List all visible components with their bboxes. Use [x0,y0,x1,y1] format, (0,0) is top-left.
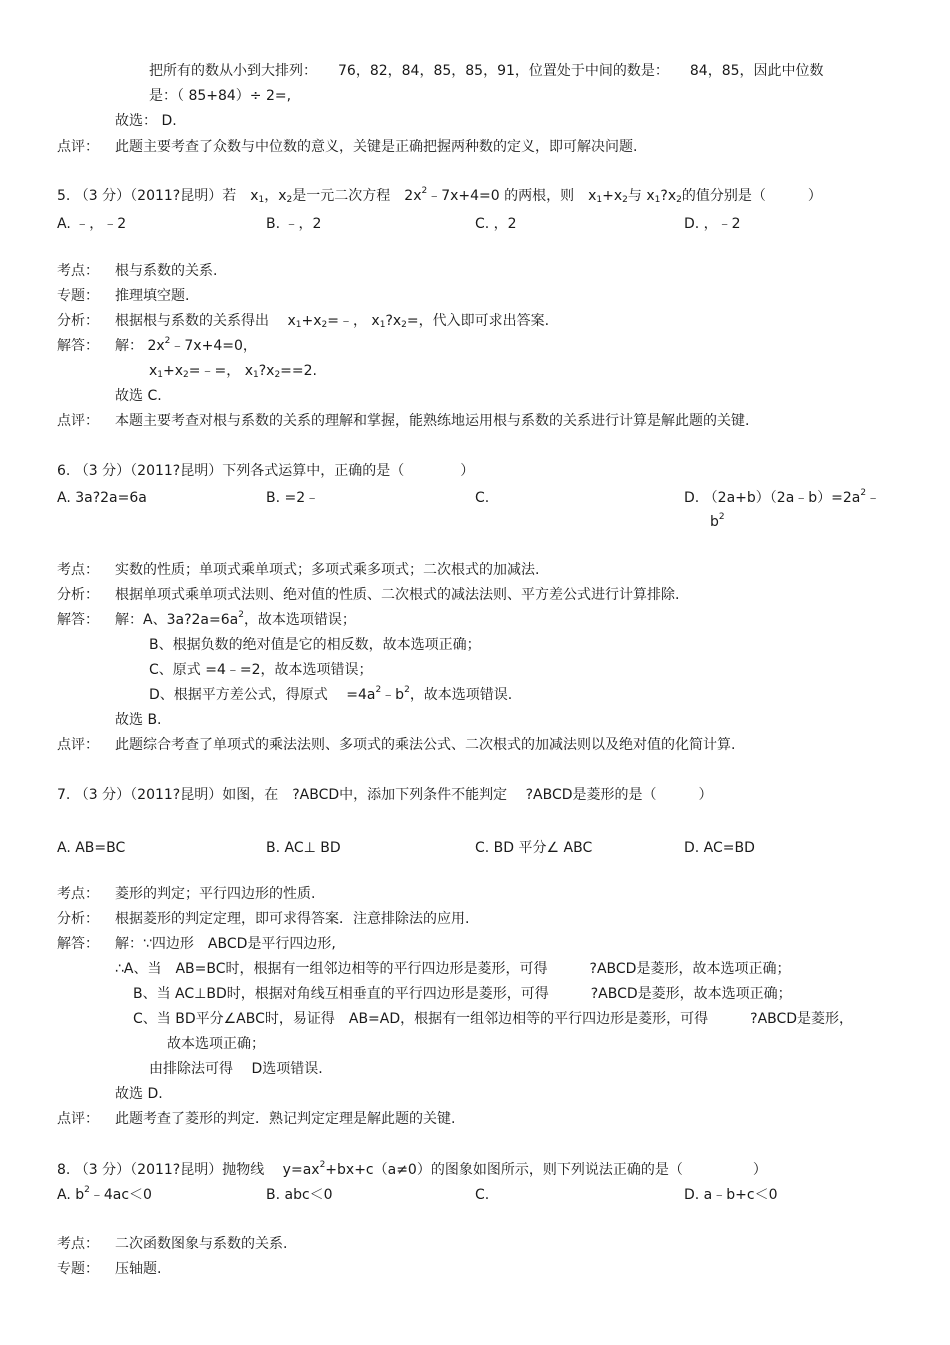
q7-dianping-label: 点评： [57,1111,99,1127]
q4-median-line: 是：（ 85+84）÷ 2=, [149,88,292,104]
q7-jie-a: ∴A、当 AB=BC时，根据有一组邻边相等的平行四边形是菱形，可得 ?ABCD是菱形，故本选项正确； [115,961,791,977]
q8-option-d: D. a﹣b+c＜0 [684,1187,778,1203]
q6-option-c: C. [475,490,490,506]
q6-jieda-label: 解答： [57,612,99,628]
q6-kaodian: 实数的性质；单项式乘单项式；多项式乘多项式；二次根式的加减法. [115,562,540,578]
q6-answer: 故选 B. [115,712,162,728]
q5-dianping: 本题主要考查对根与系数的关系的理解和掌握，能熟练地运用根与系数的关系进行计算是解此题的关键. [115,413,750,429]
q6-kaodian-label: 考点： [57,562,99,578]
q6-jie-b: B、根据负数的绝对值是它的相反数，故本选项正确； [149,637,481,653]
q5-fenxi-label: 分析： [57,313,99,329]
q4-answer: 故选： D. [115,113,177,129]
q7-jie-intro: 解：∵四边形 ABCD是平行四边形, [115,936,336,952]
q5-kaodian-label: 考点： [57,263,99,279]
q4-comment: 此题主要考查了众数与中位数的意义，关键是正确把握两种数的定义，即可解决问题. [115,139,638,155]
q6-jie-d: D、根据平方差公式，得原式 $=4a^2﹣b^2$，故本选项错误. [149,685,513,703]
q8-zhuanti: 压轴题. [115,1261,162,1277]
q8-kaodian: 二次函数图象与系数的关系. [115,1236,288,1252]
q5-option-a: A. ﹣，﹣2 [57,216,127,232]
q5-jieda-label: 解答： [57,338,99,354]
q6-dianping-label: 点评： [57,737,99,753]
q6-option-b: B. =2﹣ [266,490,320,506]
q6-jie-c: C、原式 =4﹣=2，故本选项错误； [149,662,373,678]
q7-kaodian-label: 考点： [57,886,99,902]
q5-dianping-label: 点评： [57,413,99,429]
q5-zhuanti: 推理填空题. [115,288,190,304]
q5-option-d: D. ，﹣2 [684,216,741,232]
q7-option-d: D. AC=BD [684,840,755,856]
q5-stem: 5. （3 分）（2011?昆明）若 $x_1$，$x_2$是一元二次方程 $2x^2﹣7x+4=0$ 的两根，则 $x_1+x_2$与 $x_1?x_2$的值分别是（ ） [57,186,822,205]
q5-zhuanti-label: 专题： [57,288,99,304]
q7-option-b: B. AC⊥ BD [266,840,341,856]
q7-fenxi-label: 分析： [57,911,99,927]
q7-kaodian: 菱形的判定；平行四边形的性质. [115,886,316,902]
q6-fenxi: 根据单项式乘单项式法则、绝对值的性质、二次根式的减法法则、平方差公式进行计算排除. [115,587,680,603]
q4-comment-label: 点评： [57,139,99,155]
q8-kaodian-label: 考点： [57,1236,99,1252]
q5-jie-line1: 解： $2x^2﹣7x+4=0$， [115,336,257,354]
q5-answer: 故选 C. [115,388,162,404]
q7-jie-c: C、当 BD平分∠ABC时，易证得 AB=AD，根据有一组邻边相等的平行四边形是菱形，可得 ?ABCD是菱形， [133,1011,854,1027]
q8-option-c: C. [475,1187,490,1203]
q7-jieda-label: 解答： [57,936,99,952]
q7-fenxi: 根据菱形的判定定理，即可求得答案．注意排除法的应用. [115,911,470,927]
q6-dianping: 此题综合考查了单项式的乘法法则、多项式的乘法公式、二次根式的加减法则以及绝对值的化简计算. [115,737,736,753]
q6-fenxi-label: 分析： [57,587,99,603]
q7-option-c: C. BD 平分∠ ABC [475,840,593,856]
q8-option-a: A. $b^2﹣4ac<0$ [57,1185,152,1203]
q7-jie-elim: 由排除法可得 D选项错误. [149,1061,323,1077]
q6-jie-a: 解：A、$3a?2a=6a^2$，故本选项错误； [115,610,356,628]
q5-option-c: C. ，2 [475,216,517,232]
q5-fenxi: 根据根与系数的关系得出 $x_1+x_2=﹣$， $x_1?x_2=$，代入即可求出答案. [115,313,550,330]
q8-zhuanti-label: 专题： [57,1261,99,1277]
q6-option-d-wrap: $b^2$ [710,512,725,530]
q5-option-b: B. ﹣，2 [266,216,322,232]
q6-option-d: D. $(2a+b)(2a﹣b)=2a^2﹣$ [684,488,881,506]
q7-jie-c-cont: 故本选项正确； [167,1036,265,1052]
q5-jie-line2: $x_1+x_2=﹣=$， $x_1?x_2==2$. [149,363,317,380]
q6-option-a: A. 3a?2a=6a [57,490,147,506]
q7-option-a: A. AB=BC [57,840,126,856]
q7-jie-b: B、当 AC⊥BD时，根据对角线互相垂直的平行四边形是菱形，可得 ?ABCD是菱形，故本选项正确； [133,986,792,1002]
q8-stem: 8. （3 分）（2011?昆明）抛物线 $y=ax^2+bx+c(a\ne 0)$的图象如图所示，则下列说法正确的是（ ） [57,1160,767,1178]
q4-sort-line: 把所有的数从小到大排列： 76，82，84，85，85，91，位置处于中间的数是： 84，85，因此中位数 [149,63,824,79]
q5-kaodian: 根与系数的关系. [115,263,218,279]
q8-option-b: B. abc＜0 [266,1187,333,1203]
q7-stem: 7. （3 分）（2011?昆明）如图，在 ?ABCD中，添加下列条件不能判定 ?ABCD是菱形的是（ ） [57,787,713,803]
q7-answer: 故选 D. [115,1086,163,1102]
q7-dianping: 此题考查了菱形的判定．熟记判定定理是解此题的关键. [115,1111,456,1127]
q6-stem: 6. （3 分）（2011?昆明）下列各式运算中，正确的是（ ） [57,463,475,479]
